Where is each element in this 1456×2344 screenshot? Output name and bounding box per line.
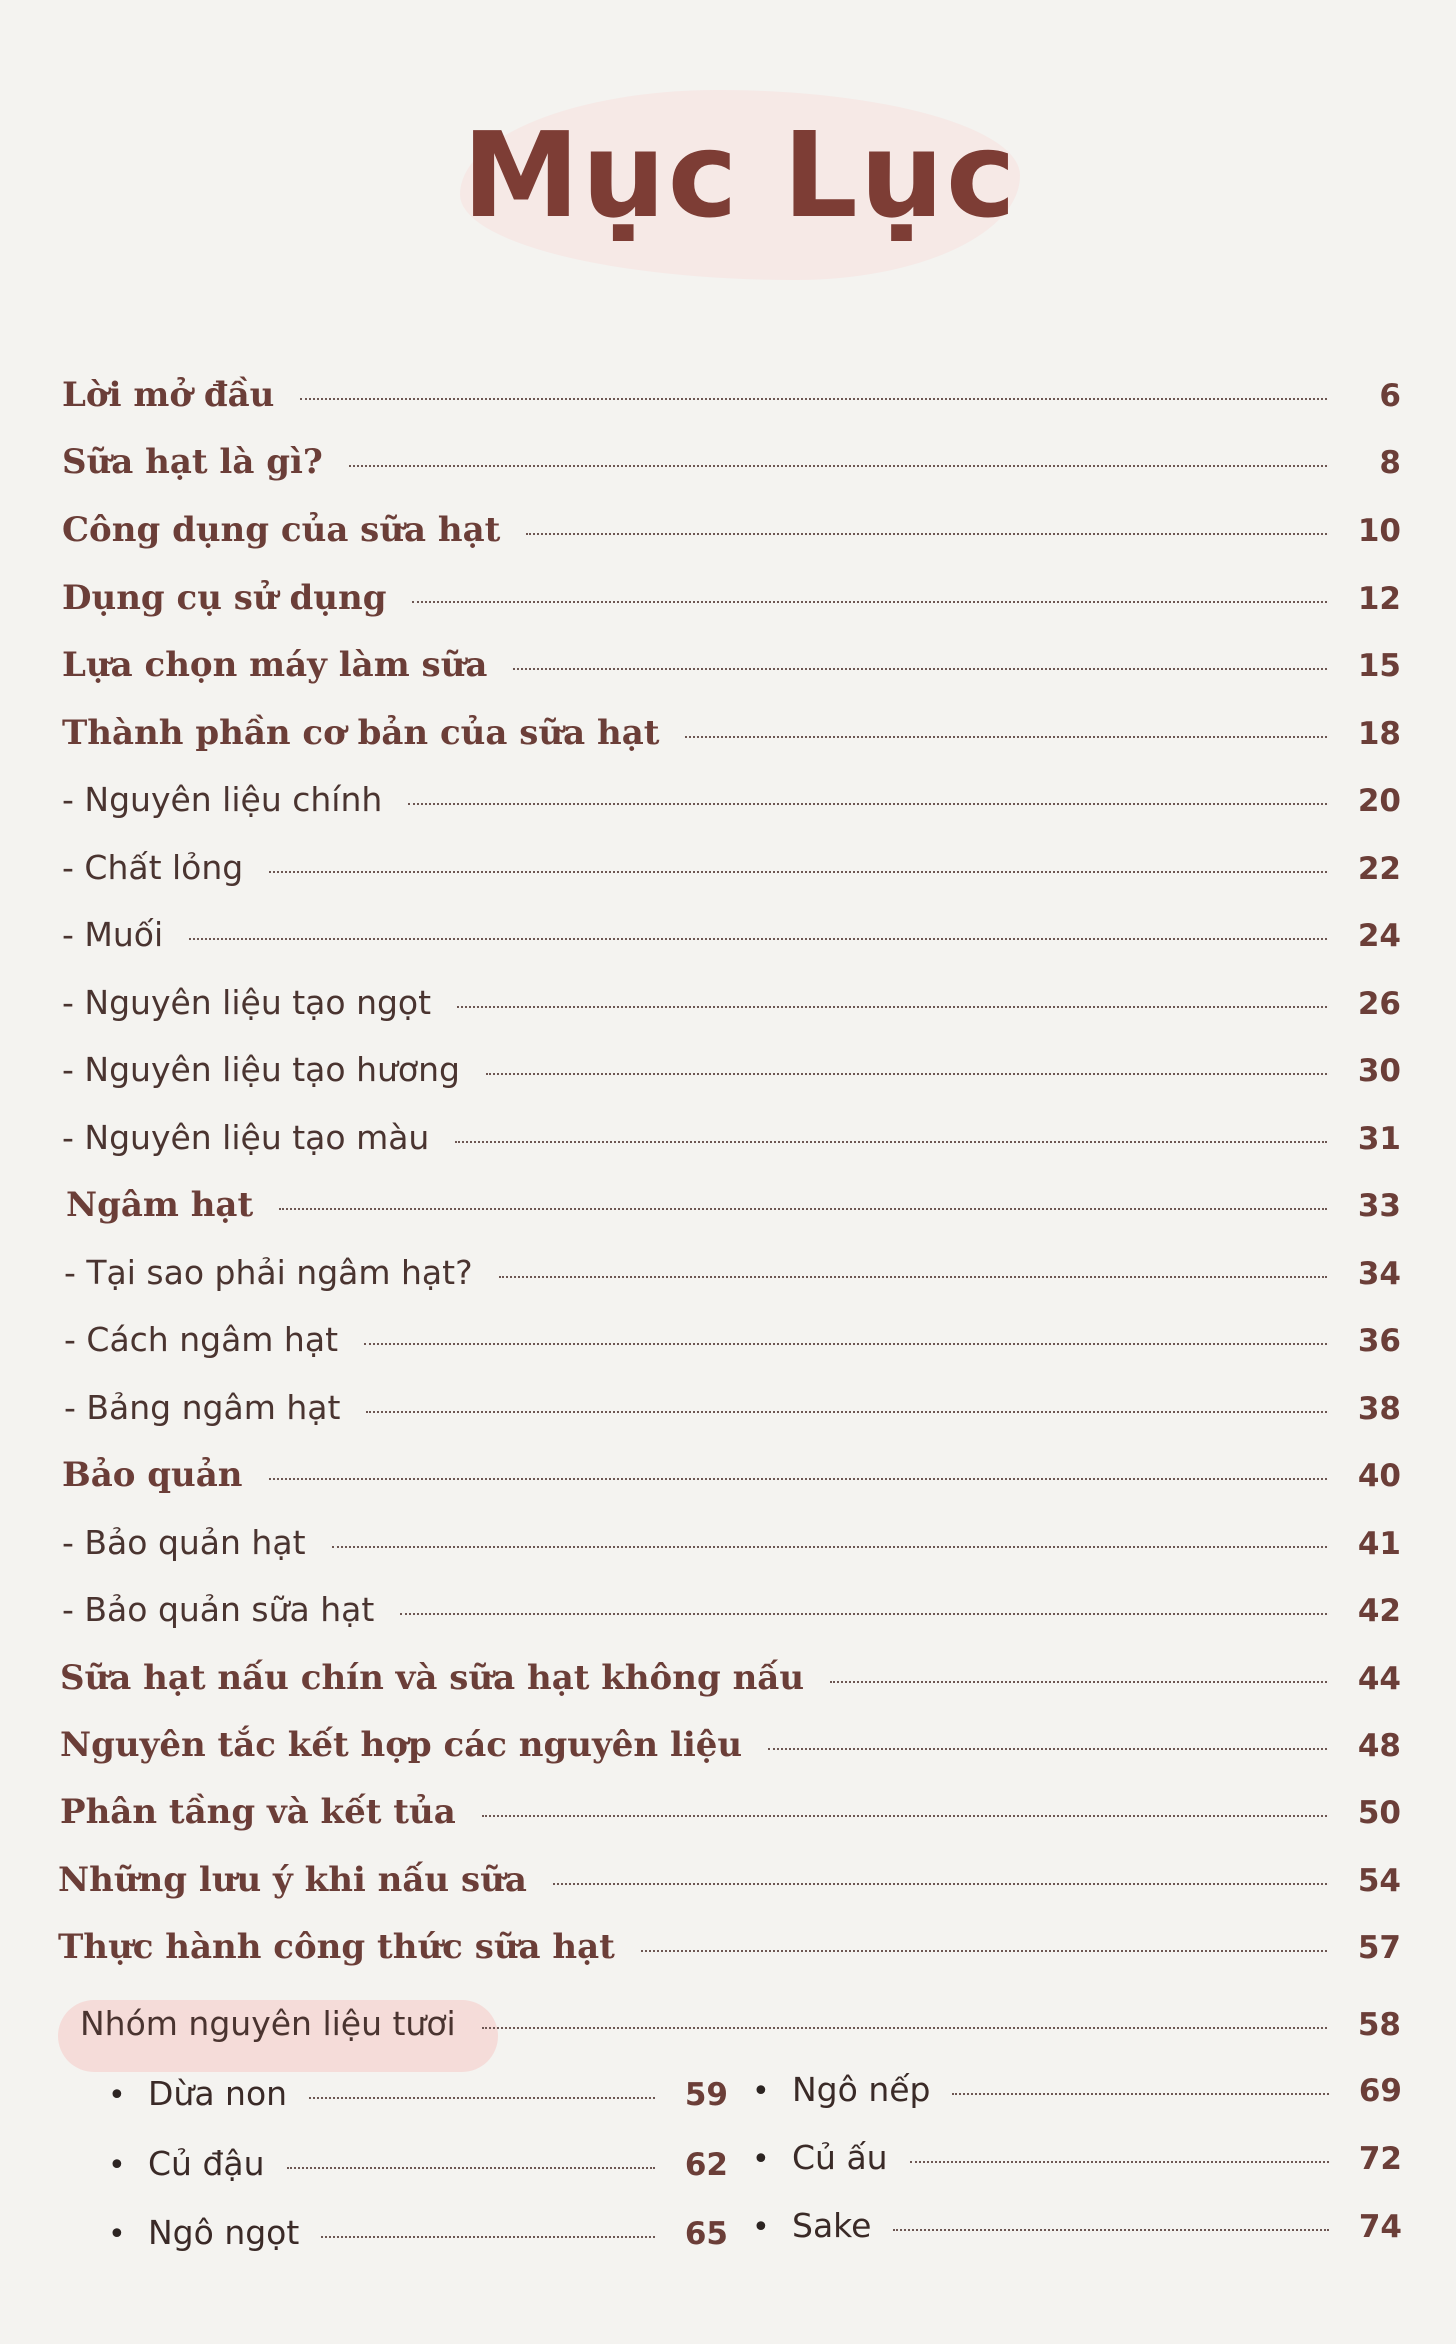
toc-entry-label: - Nguyên liệu tạo màu xyxy=(62,1118,430,1157)
recipe-item-label: Củ đậu xyxy=(148,2144,265,2183)
recipe-item[interactable] xyxy=(752,2070,1402,2120)
leader-dots xyxy=(269,1478,1327,1480)
toc-entry-page: 6 xyxy=(1379,378,1401,414)
toc-entry-page: 54 xyxy=(1357,1863,1401,1899)
leader-dots xyxy=(910,2161,1329,2163)
toc-entry-page: 8 xyxy=(1379,445,1401,481)
bullet-icon: • xyxy=(752,2210,770,2245)
leader-dots xyxy=(641,1950,1327,1952)
recipe-item-page: 69 xyxy=(1358,2073,1402,2109)
bullet-icon: • xyxy=(752,2074,770,2109)
toc-entry-label: - Tại sao phải ngâm hạt? xyxy=(64,1253,473,1292)
toc-entry-page: 50 xyxy=(1357,1795,1401,1831)
toc-entry[interactable] xyxy=(60,1792,1401,1842)
leader-dots xyxy=(482,2027,1327,2029)
recipe-item[interactable] xyxy=(108,2074,728,2124)
toc-entry-page: 41 xyxy=(1357,1526,1401,1562)
leader-dots xyxy=(366,1411,1327,1413)
toc-subentry[interactable] xyxy=(62,1050,1401,1100)
recipe-item-label: Ngô ngọt xyxy=(148,2213,300,2252)
leader-dots xyxy=(768,1748,1327,1750)
toc-subentry[interactable] xyxy=(62,983,1401,1033)
recipe-item-page: 65 xyxy=(684,2216,728,2252)
leader-dots xyxy=(309,2097,655,2099)
toc-entry-page: 24 xyxy=(1357,918,1401,954)
toc-entry[interactable] xyxy=(60,1658,1401,1708)
page-title: Mục Lục xyxy=(462,106,1018,244)
leader-dots xyxy=(457,1006,1327,1008)
toc-entry-page: 20 xyxy=(1357,783,1401,819)
toc-entry-label: - Chất lỏng xyxy=(62,848,244,887)
toc-entry-label: Những lưu ý khi nấu sữa xyxy=(58,1860,527,1900)
leader-dots xyxy=(486,1073,1327,1075)
toc-entry-label: Thực hành công thức sữa hạt xyxy=(58,1927,615,1967)
toc-entry-page: 22 xyxy=(1357,851,1401,887)
toc-entry[interactable] xyxy=(58,1860,1401,1910)
toc-entry-label: - Nguyên liệu tạo hương xyxy=(62,1050,460,1089)
toc-entry[interactable] xyxy=(62,645,1401,695)
recipe-item-page: 72 xyxy=(1358,2141,1402,2177)
toc-entry-label: Công dụng của sữa hạt xyxy=(62,510,501,550)
toc-entry-label: Sữa hạt nấu chín và sữa hạt không nấu xyxy=(60,1658,805,1698)
recipe-item-page: 62 xyxy=(684,2147,728,2183)
leader-dots xyxy=(364,1343,1327,1345)
toc-entry-page: 30 xyxy=(1357,1053,1401,1089)
leader-dots xyxy=(279,1208,1327,1210)
leader-dots xyxy=(455,1141,1327,1143)
toc-entry-label: - Nguyên liệu chính xyxy=(62,780,383,819)
toc-entry[interactable] xyxy=(62,713,1401,763)
recipe-item[interactable] xyxy=(108,2213,728,2263)
toc-entry[interactable] xyxy=(62,442,1401,492)
leader-dots xyxy=(321,2236,655,2238)
leader-dots xyxy=(482,1815,1327,1817)
recipe-item-label: Sake xyxy=(792,2206,872,2245)
leader-dots xyxy=(269,871,1327,873)
bullet-icon: • xyxy=(108,2217,126,2252)
leader-dots xyxy=(332,1546,1327,1548)
toc-entry-page: 18 xyxy=(1357,716,1401,752)
toc-entry-label: - Bảo quản sữa hạt xyxy=(62,1590,375,1629)
toc-entry-label: Lựa chọn máy làm sữa xyxy=(62,645,488,685)
toc-entry-page: 58 xyxy=(1357,2007,1401,2043)
toc-subentry[interactable] xyxy=(64,1253,1401,1303)
leader-dots xyxy=(553,1883,1327,1885)
leader-dots xyxy=(349,465,1327,467)
leader-dots xyxy=(189,938,1327,940)
toc-entry[interactable] xyxy=(62,1455,1401,1505)
toc-entry-page: 48 xyxy=(1357,1728,1401,1764)
toc-entry-page: 31 xyxy=(1357,1121,1401,1157)
toc-subentry[interactable] xyxy=(64,1320,1401,1370)
toc-subentry[interactable] xyxy=(64,1388,1401,1438)
toc-subentry[interactable] xyxy=(62,780,1401,830)
leader-dots xyxy=(408,803,1327,805)
recipe-item-page: 74 xyxy=(1358,2209,1402,2245)
bullet-icon: • xyxy=(108,2078,126,2113)
recipe-item-label: Củ ấu xyxy=(792,2138,888,2177)
toc-subentry[interactable] xyxy=(62,1590,1401,1640)
toc-entry-page: 38 xyxy=(1357,1391,1401,1427)
toc-entry-label: - Bảo quản hạt xyxy=(62,1523,306,1562)
toc-entry-page: 36 xyxy=(1357,1323,1401,1359)
toc-entry-label: - Nguyên liệu tạo ngọt xyxy=(62,983,432,1022)
toc-entry[interactable] xyxy=(62,510,1401,560)
toc-entry-label: Phân tầng và kết tủa xyxy=(60,1792,456,1832)
toc-entry-page: 34 xyxy=(1357,1256,1401,1292)
leader-dots xyxy=(287,2167,655,2169)
toc-entry-label: - Muối xyxy=(62,915,164,954)
toc-subentry-highlighted[interactable] xyxy=(80,2004,1401,2054)
toc-entry-label: - Cách ngâm hạt xyxy=(64,1320,339,1359)
toc-subentry[interactable] xyxy=(62,915,1401,965)
recipe-item-label: Ngô nếp xyxy=(792,2070,931,2109)
toc-entry-page: 40 xyxy=(1357,1458,1401,1494)
leader-dots xyxy=(830,1681,1327,1683)
toc-entry-label: Thành phần cơ bản của sữa hạt xyxy=(62,713,660,753)
toc-entry-page: 42 xyxy=(1357,1593,1401,1629)
toc-subentry[interactable] xyxy=(62,1523,1401,1573)
bullet-icon: • xyxy=(752,2142,770,2177)
leader-dots xyxy=(400,1613,1327,1615)
leader-dots xyxy=(893,2229,1328,2231)
toc-entry-page: 26 xyxy=(1357,986,1401,1022)
toc-entry-page: 33 xyxy=(1357,1188,1401,1224)
leader-dots xyxy=(300,398,1327,400)
leader-dots xyxy=(526,533,1327,535)
toc-entry[interactable] xyxy=(66,1185,1401,1235)
recipe-item[interactable] xyxy=(108,2144,728,2194)
toc-entry-page: 12 xyxy=(1357,581,1401,617)
leader-dots xyxy=(499,1276,1327,1278)
recipe-item-page: 59 xyxy=(684,2077,728,2113)
recipe-item[interactable] xyxy=(752,2206,1402,2256)
toc-entry-label: Dụng cụ sử dụng xyxy=(62,578,387,618)
toc-entry[interactable] xyxy=(58,1927,1401,1977)
toc-entry-label: - Bảng ngâm hạt xyxy=(64,1388,341,1427)
toc-subentry[interactable] xyxy=(62,1118,1401,1168)
bullet-icon: • xyxy=(108,2148,126,2183)
toc-entry-label: Bảo quản xyxy=(62,1455,243,1495)
toc-subentry[interactable] xyxy=(62,848,1401,898)
toc-entry-label: Lời mở đầu xyxy=(62,375,275,415)
recipe-item[interactable] xyxy=(752,2138,1402,2188)
leader-dots xyxy=(952,2093,1328,2095)
toc-entry-page: 57 xyxy=(1357,1930,1401,1966)
toc-entry[interactable] xyxy=(60,1725,1401,1775)
toc-entry[interactable] xyxy=(62,578,1401,628)
toc-entry-label: Nhóm nguyên liệu tươi xyxy=(80,2004,456,2043)
toc-entry-label: Nguyên tắc kết hợp các nguyên liệu xyxy=(60,1725,743,1765)
recipe-item-label: Dừa non xyxy=(148,2074,288,2113)
toc-entry-label: Ngâm hạt xyxy=(66,1185,254,1225)
toc-entry-page: 15 xyxy=(1357,648,1401,684)
toc-entry[interactable] xyxy=(62,375,1401,425)
toc-entry-page: 10 xyxy=(1357,513,1401,549)
leader-dots xyxy=(513,668,1327,670)
leader-dots xyxy=(412,601,1327,603)
toc-entry-label: Sữa hạt là gì? xyxy=(62,442,323,482)
leader-dots xyxy=(685,736,1327,738)
toc-entry-page: 44 xyxy=(1357,1661,1401,1697)
